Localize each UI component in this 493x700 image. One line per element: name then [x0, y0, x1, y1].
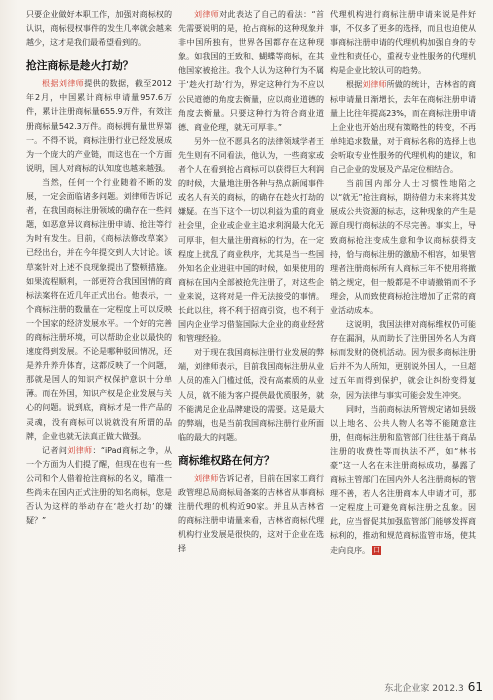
paragraph: 另外一位不愿具名的法律领域学者王先生则有不同看法，他认为，一些商家或者个人在看到抢占商标可以获得巨大利润的时候，大量地注册各种与热点新闻事件或名人有关的商标，的确存在趁火打劫的嫌疑。在当下这个一切以利益为重的商业社会里，企业或企业主追求利润最大化无可厚非，但大量注册商标的行为，在一定程度上扰乱了商业秩序，尤其是当一些国外知名企业进驻中国的时候，如果使用的商标在国内全部被抢先注册了，对这些企业来说，这将对是一件无法接受的事情。长此以往，将不利于招商引资，也不利于国内企业学习借鉴国际大企业的商业经营和管理经验。 — [178, 136, 324, 344]
paragraph: 当然，任何一个行业随着不断的发展，一定会面临诸多问题。刘律师告诉记者，在我国商标注册领域的确存在一些问题，如恶意异议商标注册申请、抢注等行为时有发生。目前，《商标法修改草案》已经出台，并在今年提交到人大讨论。该草案针对上述不良现象提出了整顿措施。如果流程顺利，一部更符合我国国情的商标法案将在近几年正式出台。他表示，一个商标注册的数量在一定程度上可以反映一个国家的经济发展水平。一个好的完善的商标注册环境，可以帮助企业以最快的速度得到发展。不论是哪种驳回情况，还是养升养升体育，这都反映了一个问题，那就是国人的知识产权保护意识十分单薄。而在外国，知识产权是企业发展与关心的问题。说到底，商标才是一件产品的灵魂，没有商标可以说就没有所谓的品牌，企业也就无法真正做大做强。 — [26, 177, 172, 441]
lawyer-name: 刘律师 — [67, 445, 93, 455]
paragraph: 当前国内部分人士习惯性地陷之以“就无”抢注商标，期待借力未来将其发展成公共资源的标志，这种现象的产生是源自现行商标法的不尽完善。事实上，导致商标抢注变成生意和争议商标获得支持，恰与商标注册的激励不相容，如果管理者注册商标所有人商标三年不使用将撤销之规定，但一般都是不申请撤销而不予理会，从而致使商标抢注增加了正常的商业活动成本。 — [330, 179, 476, 315]
paragraph-text: 记者问 — [42, 445, 68, 455]
paragraph-text: ：“iPad商标之争，从一个方面为人们提了醒，但现在也有一些公司和个人借着抢注商标的名义，瞄准一些尚未在国内正式注册的知名商标，您是否认为这样的举动存在‘趁火打劫’的嫌疑？” — [26, 445, 173, 526]
paragraph: 代理机构进行商标注册申请来说是件好事，不仅多了更多的选择，而且也迫使从事商标注册申请的代理机构加强自身的专业性和责任心，重视专业性服务的代理机构是企业比较认可的趋势。 — [330, 10, 476, 76]
lawyer-name: 根据刘律师 — [42, 79, 85, 89]
paragraph: 只要企业做好本职工作，加强对商标权的认识，商标侵权事件的发生几率就会越来越少，这才是我们最希望看到的。 — [26, 10, 172, 48]
paragraph-text: 对此表达了自己的看法：“首先需要说明的是，抢占商标的这种现象并非中国所独有，世界各国都存在这种现象。如我国的王致和、蝴蝶等商标，在其他国家被抢注。我个人认为这种行为不属于‘趁火打劫’行为，界定这种行为不应以公民道德的角度去衡量，应以商业道德的角度去衡量。只要这种行为符合商业道德、商业伦理，就无可厚非。” — [178, 10, 324, 132]
article-column-2 — [178, 8, 324, 556]
paragraph-text: 提供的数据，截至2012年2月，中国累计商标申请量957.6万件，累计注册商标量655.9万件，有效注册商标量542.3万件。商标拥有量世界第一。不得不说，商标注册行业已经发展成为一个庞大的产业链，而这也在一个方面说明，国人对商标的认知度也越来越强。 — [26, 79, 172, 173]
page-number: 61 — [467, 680, 483, 694]
end-of-article-mark: 口 — [373, 545, 380, 554]
lawyer-name: 刘律师 — [194, 10, 220, 19]
page-footer — [384, 680, 483, 694]
paragraph — [330, 78, 476, 177]
paragraph — [178, 8, 324, 135]
paragraph — [26, 444, 172, 529]
article-column-3 — [330, 8, 476, 558]
paragraph-text: 同时，当前商标法所管规定诸如县级以上地名、公共人物人名等不能随意注册，但商标注册和监管部门往往基于商品注册的收费性等而执法不严，如“林书豪”这一人名在未注册商标成功，暴露了商标主管部门在国内外人名注册商标的管理不善，若人名注册商本人申请才可，那一定程度上可避免商标注册之乱象。因此，应当督促其加强监管部门能够发挥商标利的，推动和规范商标监管市场，使其走向良序。 — [330, 404, 476, 555]
paragraph — [26, 77, 172, 176]
paragraph: 对于现在我国商标注册行业发展的弊端，刘律师表示，目前我国商标注册从业人员的准入门槛过低，没有高素质的从业人员，就不能为客户提供最优质服务，就不能满足企业品牌建设的需要。这是最大的弊端，也是当前我国商标注册行业所面临的最大的问题。 — [178, 348, 324, 442]
paragraph: 这说明，我国法律对商标维权仍可能存在漏洞，从而助长了注册国外名人为商标而发财的侥机活动。因为很多商标注册后并不为人所知，更别说外国人，一旦超过五年而得到保护，就会让纠纷变得复杂，因为法律与事实可能会发生冲突。 — [330, 320, 476, 400]
lawyer-name: 刘律师 — [194, 473, 219, 483]
lawyer-name: 刘律师 — [362, 80, 387, 90]
paragraph-text: 告诉记者，目前在国家工商行政管理总局商标局备案的吉林省从事商标注册代理的机构近90家。并且从吉林省的商标注册申请量来看，吉林省商标代理机构行业发展是很快的，这对于企业在选择 — [178, 473, 324, 554]
paragraph-text: 根据 — [346, 80, 363, 90]
paragraph-text: 所做的统计，吉林省的商标申请量日渐增长，去年在商标注册申请量上比往年提高23%，而在商标注册申请上企业也开始出现有策略性的转变，不再单纯追求数量，对于商标名称的选择上也会听取专业性服务的代理机构的建议，和自己企业的发展及产品定位相结合。 — [330, 80, 476, 175]
section-heading: 抢注商标是趁火打劫？ — [26, 59, 134, 73]
paragraph — [178, 472, 324, 557]
paragraph — [330, 403, 476, 558]
magazine-issue: 东北企业家 2012.3 — [384, 684, 464, 694]
article-column-1 — [26, 8, 172, 528]
section-heading: 商标维权路在何方？ — [178, 453, 275, 467]
